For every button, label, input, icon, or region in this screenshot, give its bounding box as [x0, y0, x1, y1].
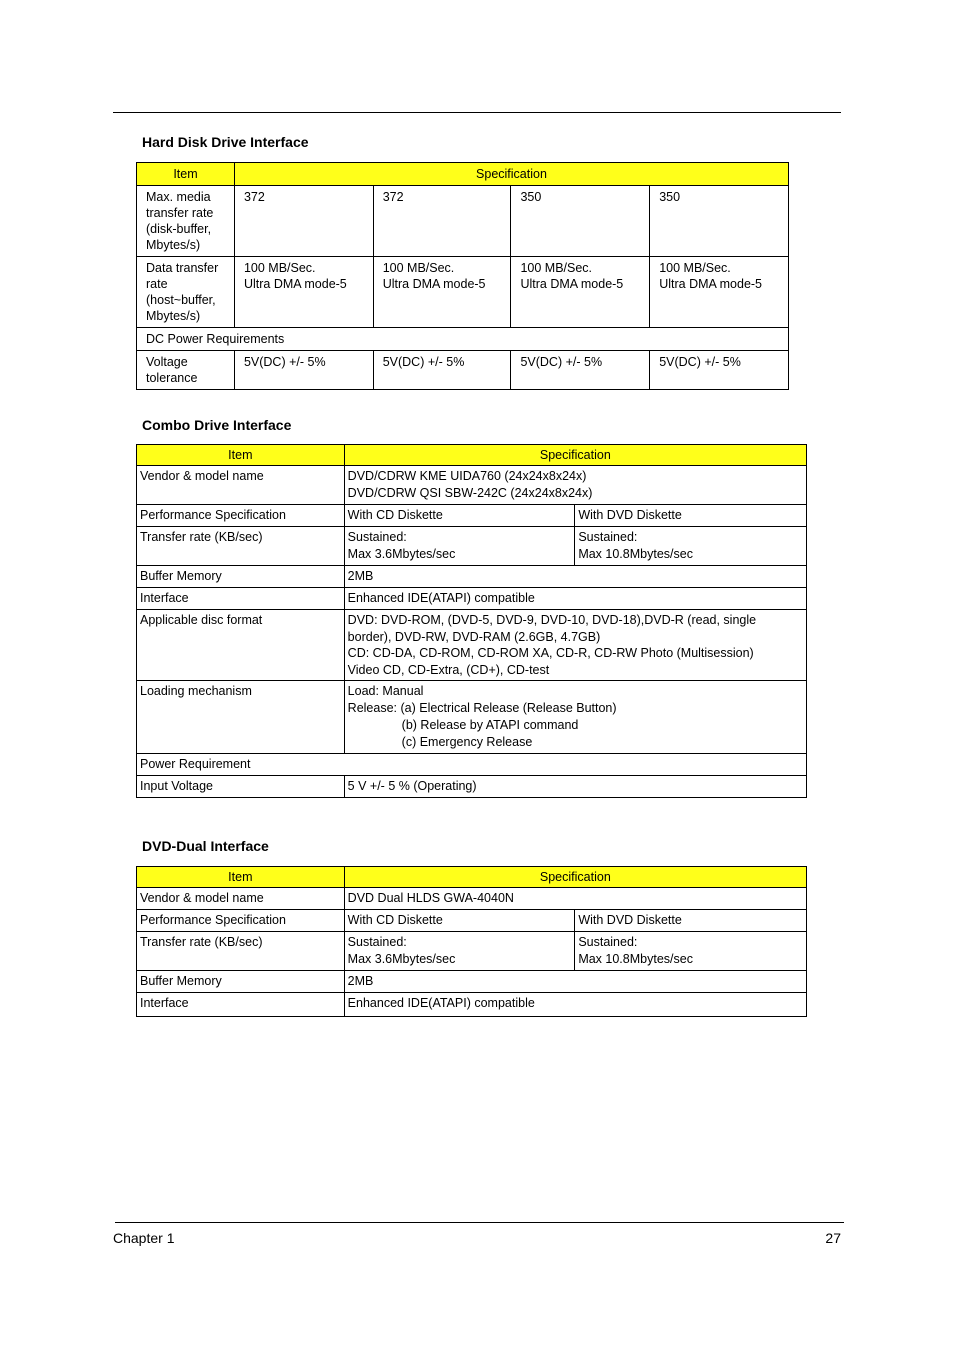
footer-rule — [115, 1222, 844, 1223]
cell-line: 100 MB/Sec. — [659, 261, 731, 275]
row-label: Vendor & model name — [137, 466, 345, 505]
table-row — [137, 328, 789, 351]
cell-line: Max 10.8Mbytes/sec — [578, 547, 693, 561]
cell-line: 100 MB/Sec. — [382, 261, 455, 275]
row-label: Performance Specification — [137, 505, 345, 527]
cell-value: 372 — [234, 186, 373, 257]
row-label: Interface — [137, 588, 345, 610]
cell-value — [511, 257, 650, 328]
row-label: Applicable disc format — [137, 610, 345, 681]
cell-line: Max 10.8Mbytes/sec — [578, 952, 693, 966]
cell-line: Sustained: — [347, 530, 407, 544]
row-label: Vendor & model name — [137, 888, 345, 910]
cell-value: Enhanced IDE(ATAPI) compatible — [344, 993, 806, 1017]
cell-value: DVD Dual HLDS GWA-4040N — [344, 888, 806, 910]
cell-value: 372 — [373, 186, 511, 257]
cell-line: Sustained: — [578, 935, 638, 949]
row-label: Interface — [137, 993, 345, 1017]
cell-value: Enhanced IDE(ATAPI) compatible — [344, 588, 806, 610]
section-row: Power Requirement — [137, 754, 807, 776]
row-label: Max. media transfer rate (disk-buffer, Mbytes/s) — [137, 186, 235, 257]
row-label: Transfer rate (KB/sec) — [137, 932, 345, 971]
cell-value: With CD Diskette — [344, 910, 575, 932]
table-row — [137, 971, 807, 993]
cell-line: border), DVD-RW, DVD-RAM (2.6GB, 4.7GB) — [347, 629, 601, 644]
cell-value — [575, 527, 807, 566]
cell-value — [344, 681, 806, 754]
table-header-row — [137, 163, 789, 186]
cell-value — [650, 257, 789, 328]
cell-line: Ultra DMA mode-5 — [520, 277, 624, 291]
row-label: Data transfer rate (host~buffer, Mbytes/s) — [137, 257, 235, 328]
cell-line: DVD/CDRW KME UIDA760 (24x24x8x24x) — [347, 469, 587, 483]
table-row — [137, 993, 807, 1017]
cell-value — [234, 257, 373, 328]
cell-line: Ultra DMA mode-5 — [659, 277, 763, 291]
cell-value — [344, 527, 575, 566]
cell-value: 350 — [650, 186, 789, 257]
dvd-dual-section-title: DVD-Dual Interface — [142, 838, 269, 854]
row-label: Loading mechanism — [137, 681, 345, 754]
table-row — [137, 776, 807, 798]
cell-line: Sustained: — [347, 935, 407, 949]
row-label: Transfer rate (KB/sec) — [137, 527, 345, 566]
table-row — [137, 505, 807, 527]
header-item: Item — [137, 867, 345, 888]
header-item: Item — [137, 445, 345, 466]
dvd-dual-table — [136, 866, 807, 1017]
cell-line: DVD/CDRW QSI SBW-242C (24x24x8x24x) — [347, 486, 593, 500]
cell-line: (b) Release by ATAPI command — [401, 718, 579, 732]
cell-value: 5V(DC) +/- 5% — [373, 351, 511, 390]
header-item: Item — [137, 163, 235, 186]
cell-value: With DVD Diskette — [575, 910, 807, 932]
section-row: DC Power Requirements — [137, 328, 789, 351]
table-row — [137, 681, 807, 754]
header-specification: Specification — [234, 163, 788, 186]
table-header-row — [137, 867, 807, 888]
row-label: Buffer Memory — [137, 971, 345, 993]
table-row — [137, 888, 807, 910]
cell-value — [373, 257, 511, 328]
cell-value: 5 V +/- 5 % (Operating) — [344, 776, 806, 798]
cell-line: CD: CD-DA, CD-ROM, CD-ROM XA, CD-R, CD-RW Photo (Multisession) — [347, 646, 754, 660]
cell-line: 100 MB/Sec. — [243, 261, 316, 275]
cell-value — [344, 466, 806, 505]
row-label: Buffer Memory — [137, 566, 345, 588]
cell-value: 5V(DC) +/- 5% — [650, 351, 789, 390]
cell-value: 2MB — [344, 566, 806, 588]
table-row — [137, 588, 807, 610]
cell-line: Ultra DMA mode-5 — [382, 277, 486, 291]
table-row — [137, 910, 807, 932]
cell-line: Video CD, CD-Extra, (CD+), CD-test — [347, 662, 550, 677]
cell-line: Max 3.6Mbytes/sec — [347, 952, 456, 966]
table-row — [137, 466, 807, 505]
cell-value: 2MB — [344, 971, 806, 993]
cell-line: 100 MB/Sec. — [520, 261, 593, 275]
header-specification: Specification — [344, 445, 806, 466]
row-label: Input Voltage — [137, 776, 345, 798]
cell-value: 350 — [511, 186, 650, 257]
hdd-table — [136, 162, 789, 390]
row-label: Voltage tolerance — [137, 351, 235, 390]
cell-line: Sustained: — [578, 530, 638, 544]
hdd-section-title: Hard Disk Drive Interface — [142, 134, 309, 150]
cell-value — [575, 932, 807, 971]
footer-page-number: 27 — [825, 1230, 841, 1246]
table-row — [137, 351, 789, 390]
table-header-row — [137, 445, 807, 466]
table-row — [137, 186, 789, 257]
top-rule — [113, 112, 841, 113]
cell-value — [344, 932, 575, 971]
cell-line: Ultra DMA mode-5 — [243, 277, 347, 291]
table-row — [137, 932, 807, 971]
table-row — [137, 257, 789, 328]
cell-line: Release: (a) Electrical Release (Release Button) — [347, 701, 617, 715]
cell-line: (c) Emergency Release — [401, 735, 533, 749]
row-label: Performance Specification — [137, 910, 345, 932]
table-row — [137, 610, 807, 681]
cell-value — [344, 610, 806, 681]
cell-line: Load: Manual — [347, 684, 424, 698]
table-row — [137, 566, 807, 588]
cell-line: Max 3.6Mbytes/sec — [347, 547, 456, 561]
table-row — [137, 754, 807, 776]
table-row — [137, 527, 807, 566]
cell-value: With DVD Diskette — [575, 505, 807, 527]
combo-table — [136, 444, 807, 798]
footer-chapter: Chapter 1 — [113, 1230, 175, 1246]
cell-value: 5V(DC) +/- 5% — [234, 351, 373, 390]
cell-line: DVD: DVD-ROM, (DVD-5, DVD-9, DVD-10, DVD-18),DVD-R (read, single — [347, 613, 757, 627]
cell-value: With CD Diskette — [344, 505, 575, 527]
cell-value: 5V(DC) +/- 5% — [511, 351, 650, 390]
header-specification: Specification — [344, 867, 806, 888]
combo-section-title: Combo Drive Interface — [142, 417, 292, 433]
